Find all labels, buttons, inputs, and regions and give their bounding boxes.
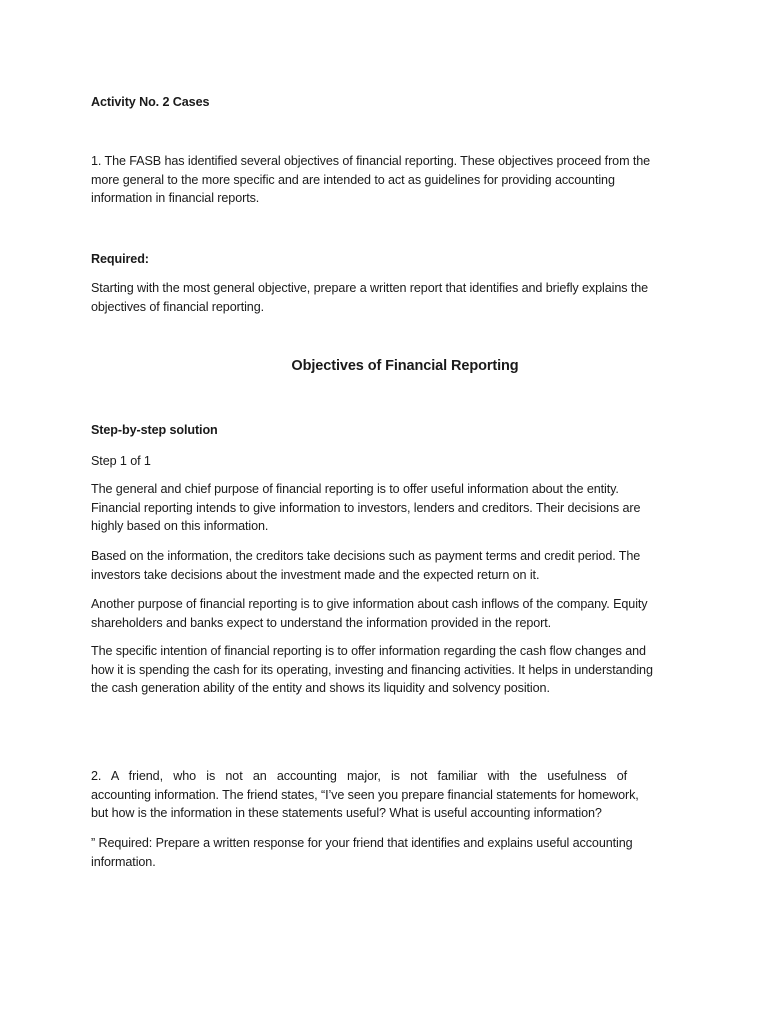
question-2-line: 2. A friend, who is not an accounting major, is not familiar with the usefulness of: [91, 769, 627, 783]
paragraph-line: shareholders and banks expect to understand the information provided in the report.: [91, 615, 552, 630]
solution-paragraph: [91, 642, 681, 698]
solution-paragraph: [91, 480, 681, 536]
required-line: information.: [91, 854, 156, 869]
question-2-required: [91, 834, 681, 871]
required-line: ” Required: Prepare a written response for your friend that identifies and explains useful accounting: [91, 836, 633, 850]
step-label: Step 1 of 1: [91, 454, 151, 468]
question-2: [91, 767, 681, 823]
paragraph-line: Another purpose of financial reporting is to give information about cash inflows of the company. Equity: [91, 597, 648, 611]
question-1-required: [91, 279, 681, 316]
paragraph-line: Based on the information, the creditors take decisions such as payment terms and credit period. The: [91, 549, 641, 563]
paragraph-line: The general and chief purpose of financial reporting is to offer useful information about the entity.: [91, 482, 619, 496]
required-label: Required:: [91, 252, 149, 266]
question-1-line: 1. The FASB has identified several objectives of financial reporting. These objectives proceed from the: [91, 154, 651, 168]
required-line: Starting with the most general objective, prepare a written report that identifies and briefly explains the: [91, 281, 649, 295]
solution-paragraph: [91, 547, 681, 584]
solution-heading: Step-by-step solution: [91, 423, 218, 437]
question-2-line: but how is the information in these statements useful? What is useful accounting information?: [91, 806, 602, 821]
paragraph-line: how it is spending the cash for its operating, investing and financing activities. It helps in understanding: [91, 662, 653, 677]
activity-title: Activity No. 2 Cases: [91, 95, 210, 109]
question-1: [91, 152, 681, 208]
required-line: objectives of financial reporting.: [91, 299, 265, 314]
paragraph-line: The specific intention of financial reporting is to offer information regarding the cash flow changes and: [91, 644, 646, 658]
question-1-line: information in financial reports.: [91, 191, 260, 206]
section-title: Objectives of Financial Reporting: [291, 358, 519, 374]
paragraph-line: highly based on this information.: [91, 519, 269, 534]
paragraph-line: investors take decisions about the investment made and the expected return on it.: [91, 567, 540, 582]
paragraph-line: the cash generation ability of the entity and shows its liquidity and solvency position.: [91, 681, 550, 696]
question-1-line: more general to the more specific and are intended to act as guidelines for providing accounting: [91, 172, 615, 187]
solution-paragraph: [91, 595, 681, 632]
question-2-line: accounting information. The friend states, “I’ve seen you prepare financial statements for homework,: [91, 787, 639, 802]
paragraph-line: Financial reporting intends to give information to investors, lenders and creditors. Their decisions are: [91, 500, 641, 515]
